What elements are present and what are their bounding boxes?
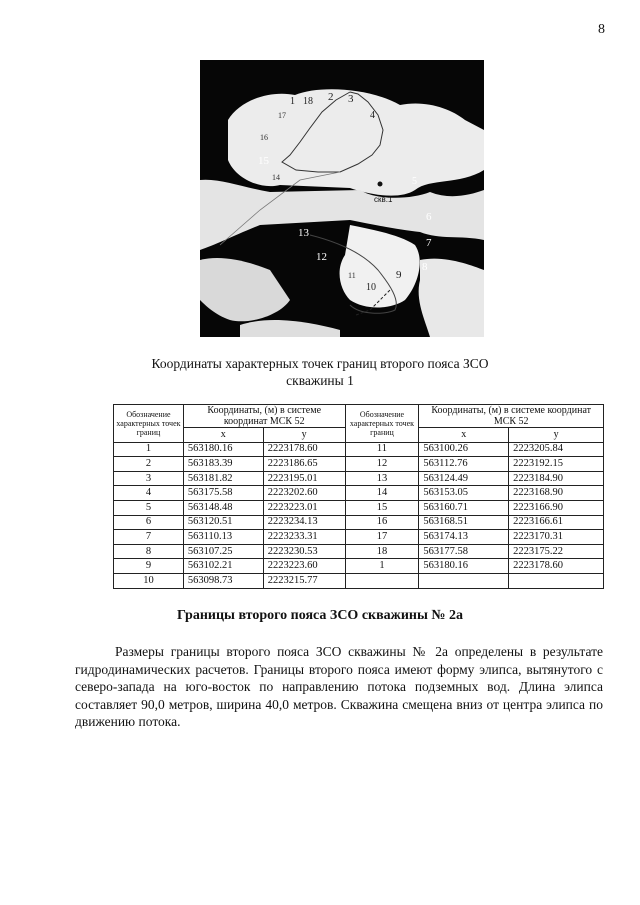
cell-y: 2223202.60 [263, 486, 345, 501]
cell-x: 563153.05 [419, 486, 509, 501]
map-label: 18 [303, 96, 313, 107]
table-row [114, 457, 604, 472]
header-coords-left: Координаты, (м) в системе координат МСК 52 [183, 405, 345, 428]
cell-x: 563174.13 [419, 530, 509, 545]
cell-point: 13 [345, 471, 419, 486]
cell-x: 563180.16 [183, 442, 263, 457]
cell-point: 17 [345, 530, 419, 545]
cell-x: 563175.58 [183, 486, 263, 501]
cell-x: 563168.51 [419, 515, 509, 530]
coordinates-table [113, 404, 604, 589]
cell-point: 7 [114, 530, 184, 545]
header-x-right: х [419, 428, 509, 443]
cell-point: 1 [345, 559, 419, 574]
map-label: 8 [422, 261, 428, 273]
cell-point: 12 [345, 457, 419, 472]
cell-x: 563100.26 [419, 442, 509, 457]
cell-x: 563181.82 [183, 471, 263, 486]
cell-y: 2223175.22 [509, 544, 604, 559]
cell-x: 563183.39 [183, 457, 263, 472]
table-row [114, 530, 604, 545]
cell-y: 2223186.65 [263, 457, 345, 472]
cell-point: 3 [114, 471, 184, 486]
cell-x: 563148.48 [183, 500, 263, 515]
body-paragraph: Размеры границы второго пояса ЗСО скважины № 2а определены в результате гидродинамических расчетов. Границы второго пояса имеют форму элипса, вытянутого с северо-запада на юго-восток по направлению потока подземных вод. Длина элипса составляет 90,0 метров, ширина 40,0 метров. Скважина смещена вниз от центра элипса по движению потока. [75, 644, 603, 729]
table-caption [70, 355, 570, 389]
cell-point: 8 [114, 544, 184, 559]
page-number: 8 [598, 22, 605, 37]
cell-y: 2223223.01 [263, 500, 345, 515]
cell-y: 2223215.77 [263, 573, 345, 588]
cell-point: 10 [114, 573, 184, 588]
cell-y: 2223233.31 [263, 530, 345, 545]
map-label: 4 [370, 110, 375, 121]
header-coords-right: Координаты, (м) в системе координат МСК 52 [419, 405, 604, 428]
map-label: 5 [412, 176, 417, 187]
caption-line-2: скважины 1 [286, 373, 354, 388]
cell-y: 2223168.90 [509, 486, 604, 501]
cell-point: 5 [114, 500, 184, 515]
well-marker [378, 182, 383, 187]
table-row [114, 486, 604, 501]
map-label: 10 [366, 282, 376, 293]
map-label: 13 [298, 227, 309, 239]
cell-x: 563124.49 [419, 471, 509, 486]
map-label: 15 [258, 155, 269, 167]
cell-y: 2223170.31 [509, 530, 604, 545]
map-label: 11 [348, 271, 356, 280]
cell-x [419, 573, 509, 588]
cell-y: 2223230.53 [263, 544, 345, 559]
cell-y [509, 573, 604, 588]
cell-point: 6 [114, 515, 184, 530]
map-label: 14 [272, 173, 280, 182]
map-figure [200, 60, 484, 337]
map-label: 6 [426, 211, 432, 223]
cell-y: 2223195.01 [263, 471, 345, 486]
cell-point: 15 [345, 500, 419, 515]
cell-y: 2223178.60 [263, 442, 345, 457]
cell-point: 14 [345, 486, 419, 501]
cell-x: 563160.71 [419, 500, 509, 515]
well-label: скв.1 [374, 195, 393, 204]
header-point-right: Обозначение характерных точек границ [345, 405, 419, 443]
cell-x: 563102.21 [183, 559, 263, 574]
cell-x: 563177.58 [419, 544, 509, 559]
cell-x: 563110.13 [183, 530, 263, 545]
table-row [114, 573, 604, 588]
table-header-row [114, 405, 604, 428]
table-row [114, 559, 604, 574]
cell-y: 2223184.90 [509, 471, 604, 486]
cell-x: 563098.73 [183, 573, 263, 588]
cell-point: 18 [345, 544, 419, 559]
map-label: 7 [426, 237, 432, 249]
table-row [114, 500, 604, 515]
cell-y: 2223192.15 [509, 457, 604, 472]
map-label: 16 [260, 133, 268, 142]
header-x-left: х [183, 428, 263, 443]
cell-x: 563180.16 [419, 559, 509, 574]
table-row [114, 471, 604, 486]
table-row [114, 515, 604, 530]
cell-point: 4 [114, 486, 184, 501]
map-label: 1 [290, 96, 295, 107]
cell-point: 16 [345, 515, 419, 530]
cell-point: 2 [114, 457, 184, 472]
header-y-left: у [263, 428, 345, 443]
map-label: 3 [348, 93, 354, 105]
section-title: Границы второго пояса ЗСО скважины № 2а [177, 608, 463, 623]
cell-y: 2223178.60 [509, 559, 604, 574]
cell-x: 563120.51 [183, 515, 263, 530]
cell-point [345, 573, 419, 588]
cell-y: 2223223.60 [263, 559, 345, 574]
cell-point: 9 [114, 559, 184, 574]
caption-line-1: Координаты характерных точек границ второго пояса ЗСО [151, 356, 489, 371]
table-row [114, 544, 604, 559]
cell-y: 2223234.13 [263, 515, 345, 530]
cell-x: 563107.25 [183, 544, 263, 559]
header-y-right: у [509, 428, 604, 443]
header-point-left: Обозначение характерных точек границ [114, 405, 184, 443]
map-label: 12 [316, 251, 327, 263]
map-label: 17 [278, 111, 286, 120]
cell-x: 563112.76 [419, 457, 509, 472]
cell-y: 2223205.84 [509, 442, 604, 457]
map-label: 2 [328, 91, 334, 103]
cell-y: 2223166.61 [509, 515, 604, 530]
map-image [200, 60, 484, 337]
cell-y: 2223166.90 [509, 500, 604, 515]
map-label: 9 [396, 269, 402, 281]
table-row [114, 442, 604, 457]
cell-point: 1 [114, 442, 184, 457]
cell-point: 11 [345, 442, 419, 457]
